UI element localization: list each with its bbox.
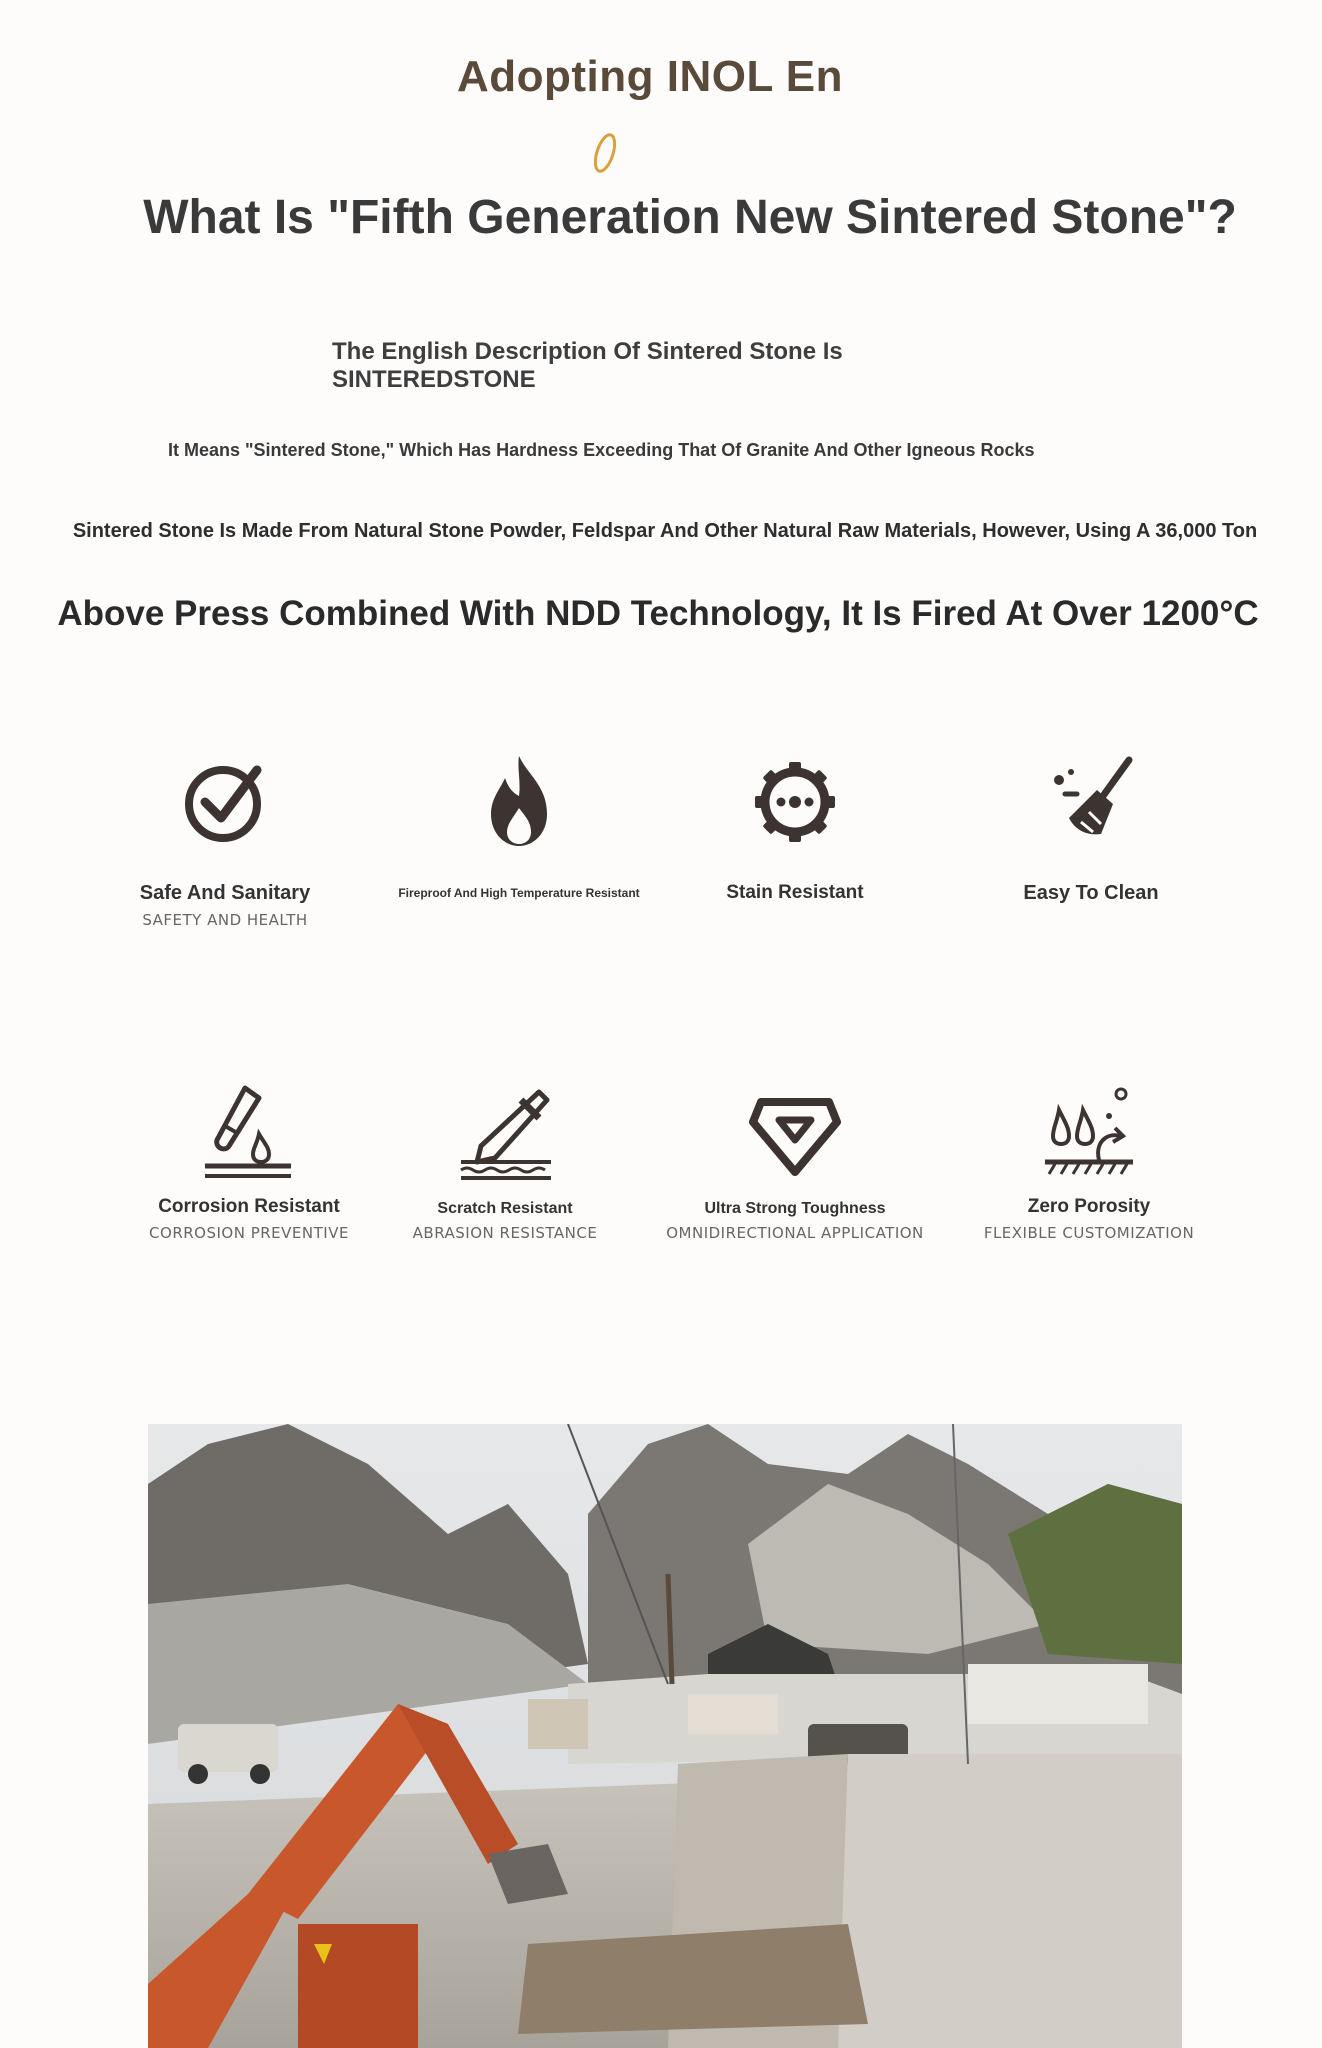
feature-corrosion <box>99 1082 399 1242</box>
feature-sub: ABRASION RESISTANCE <box>412 1224 598 1242</box>
material-text: Sintered Stone Is Made From Natural Stone Powder, Feldspar And Other Natural Raw Materials, However, Using A 36,000 Ton <box>72 520 1258 542</box>
feature-label: Ultra Strong Toughness <box>704 1200 886 1217</box>
feature-safe-sanitary <box>75 752 375 929</box>
feature-easy-clean <box>941 752 1241 905</box>
diamond-icon <box>745 1082 845 1182</box>
gear-icon <box>745 752 845 852</box>
press-heading: Above Press Combined With NDD Technology, It Is Fired At Over 1200°C <box>57 594 1259 633</box>
feature-label: Safe And Sanitary <box>139 882 311 904</box>
feature-label: Stain Resistant <box>726 882 864 903</box>
brand-mark-icon <box>590 130 620 176</box>
feature-label: Fireproof And High Temperature Resistant <box>398 886 640 900</box>
feature-scratch <box>355 1082 655 1242</box>
feature-toughness <box>645 1082 945 1242</box>
feature-sub: FLEXIBLE CUSTOMIZATION <box>983 1224 1195 1242</box>
test-tube-icon <box>199 1082 299 1182</box>
checkmark-icon <box>175 752 275 852</box>
water-drop-icon <box>1039 1082 1139 1182</box>
feature-label: Corrosion Resistant <box>158 1196 340 1217</box>
feature-label: Easy To Clean <box>1023 882 1159 904</box>
flame-icon <box>469 752 569 852</box>
feature-zero-porosity <box>939 1082 1239 1242</box>
meaning-text: It Means "Sintered Stone," Which Has Hardness Exceeding That Of Granite And Other Igneous Rocks <box>168 440 1035 460</box>
brand-title: Adopting INOL En <box>456 52 844 101</box>
feature-sub: SAFETY AND HEALTH <box>142 911 308 929</box>
feature-sub: OMNIDIRECTIONAL APPLICATION <box>666 1224 924 1242</box>
quarry-illustration <box>148 1424 1182 2048</box>
broom-icon <box>1041 752 1141 852</box>
feature-label: Scratch Resistant <box>437 1200 573 1217</box>
feature-stain-resistant <box>645 752 945 904</box>
feature-sub: CORROSION PREVENTIVE <box>149 1224 349 1242</box>
knife-icon <box>455 1082 555 1182</box>
feature-label: Zero Porosity <box>1027 1196 1151 1217</box>
page-title: What Is "Fifth Generation New Sintered Stone"? <box>143 191 1237 244</box>
description-heading: The English Description Of Sintered Stone Is SINTEREDSTONE <box>332 338 843 393</box>
feature-fireproof <box>369 752 669 900</box>
quarry-photo <box>148 1424 1182 2048</box>
